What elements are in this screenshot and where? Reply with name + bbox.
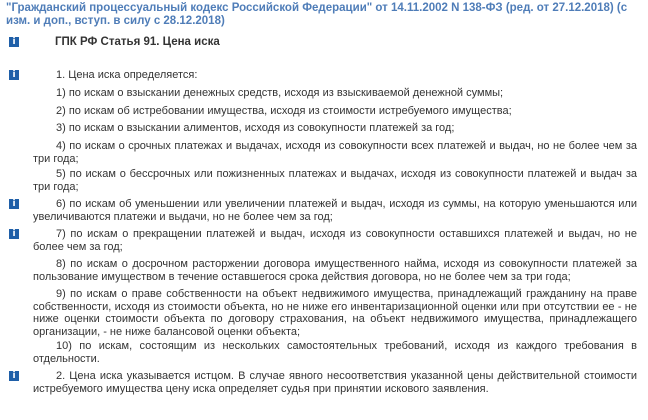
paragraph-item-7: 7) по искам о прекращении платежей и выдач, исходя из совокупности оставшихся платежей и выдач, но не более чем за год; [33,228,637,253]
info-icon[interactable]: i [9,199,19,209]
document-header-link[interactable]: "Гражданский процессуальный кодекс Российской Федерации" от 14.11.2002 N 138-ФЗ (ред. от 27.12.2018) (с изм. и доп., вступ. в силу с 28.12.2018) [6,2,628,27]
paragraph-item-1: 1) по искам о взыскании денежных средств, исходя из взыскиваемой денежной суммы; [56,87,504,99]
article-title: ГПК РФ Статья 91. Цена иска [55,36,220,48]
paragraph-1: 1. Цена иска определяется: [56,69,198,81]
info-icon[interactable]: i [9,229,19,239]
info-icon[interactable]: i [9,371,19,381]
paragraph-item-8: 8) по искам о досрочном расторжении договора имущественного найма, исходя из совокупности платежей за пользование имуществом в течение оставшегося срока действия договора, но не более чем за три года; [33,258,637,283]
paragraph-item-10: 10) по искам, состоящим из нескольких самостоятельных требований, исходя из каждого требования в отдельности. [33,340,637,365]
paragraph-item-4: 4) по искам о срочных платежах и выдачах, исходя из совокупности всех платежей и выдач, но не более чем за три года; [33,140,637,165]
info-icon[interactable]: i [9,37,19,47]
paragraph-item-6: 6) по искам об уменьшении или увеличении платежей и выдач, исходя из суммы, на которую уменьшаются или увеличиваются платежи и выдачи, но не более чем за год; [33,198,637,223]
paragraph-item-5: 5) по искам о бессрочных или пожизненных платежах и выдачах, исходя из совокупности платежей и выдач за три года; [33,168,637,193]
paragraph-item-2: 2) по искам об истребовании имущества, исходя из стоимости истребуемого имущества; [56,105,512,117]
paragraph-2: 2. Цена иска указывается истцом. В случае явного несоответствия указанной цены действительной стоимости истребуемого имущества цену иска определяет судья при принятии искового заявления. [33,370,637,395]
paragraph-item-3: 3) по искам о взыскании алиментов, исходя из совокупности платежей за год; [56,122,455,134]
paragraph-item-9: 9) по искам о праве собственности на объект недвижимого имущества, принадлежащий гражданину на праве собственности, исходя из стоимости объекта, но не ниже его инвентаризационной оценки или при отсутствии ее - не ниже оценки стоимости объекта по договору страхования, на объект недвижимого имущества, принадлежащего организации, - не ниже балансовой оценки объекта; [33,288,637,338]
info-icon[interactable]: i [9,70,19,80]
